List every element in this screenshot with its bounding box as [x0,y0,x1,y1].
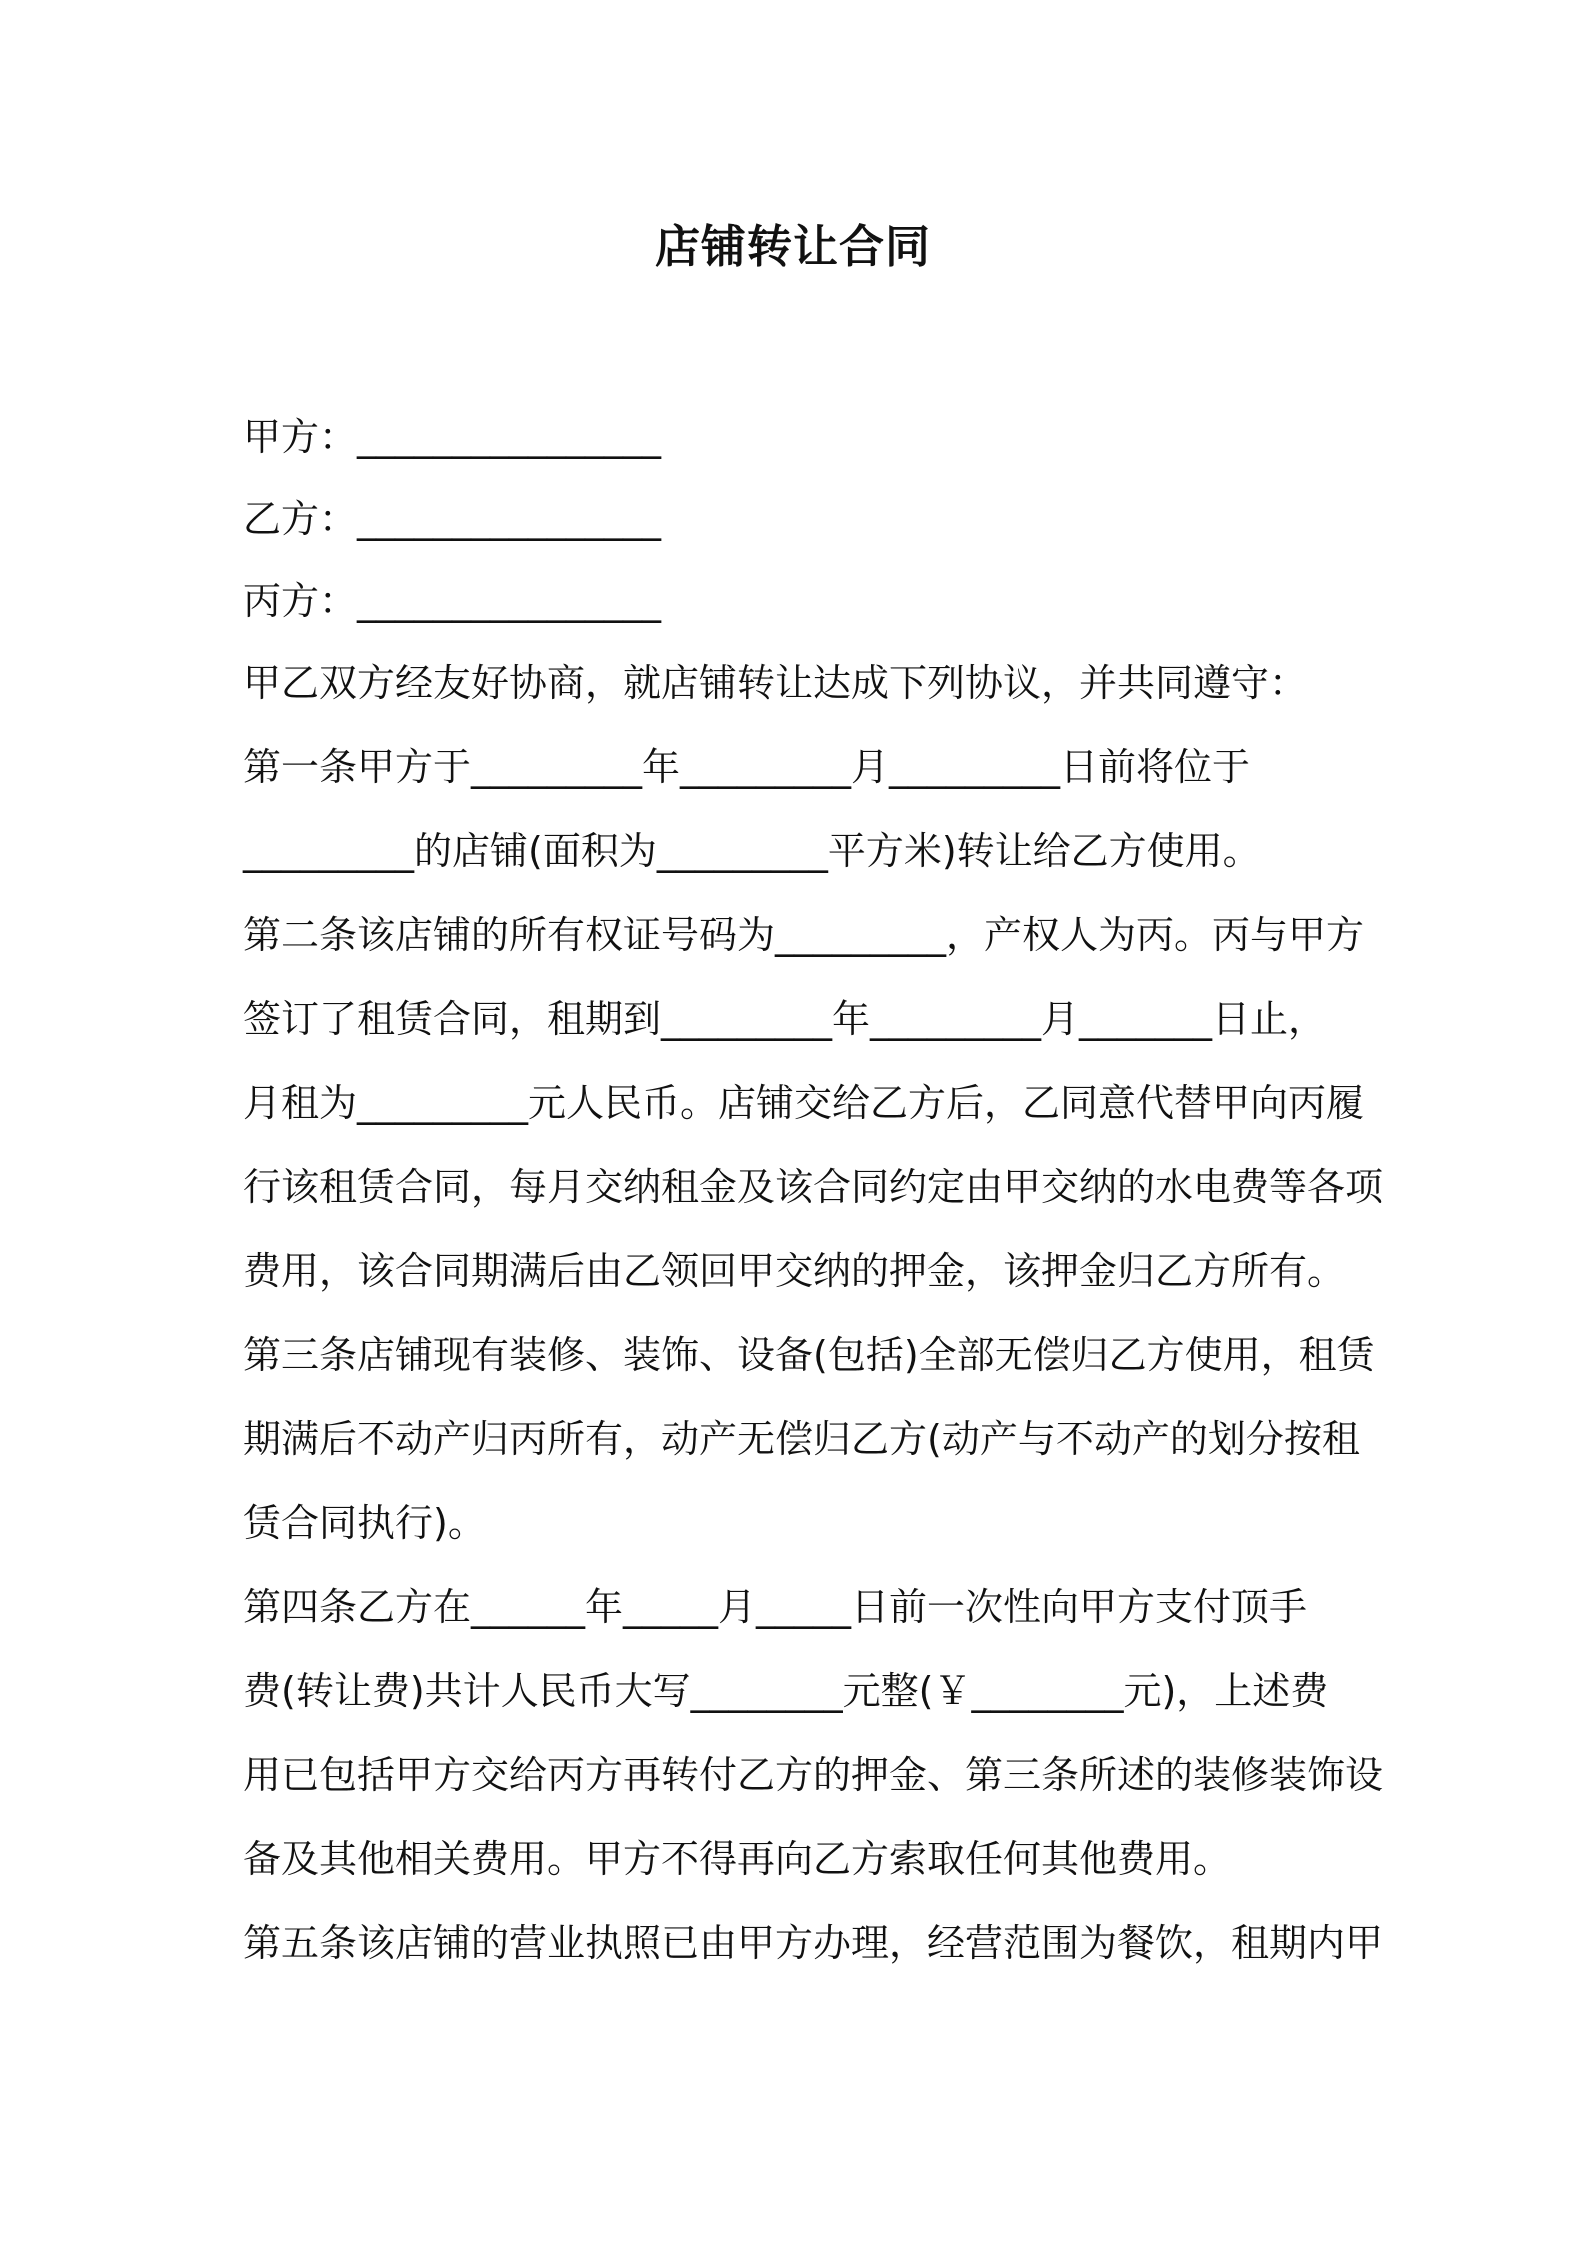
article-4-line-4: 备及其他相关费用。甲方不得再向乙方索取任何其他费用。 [243,1837,1232,1881]
article-2-line-1: 第二条该店铺的所有权证号码为_________，产权人为丙。丙与甲方 [243,913,1365,957]
article-4-line-2: 费(转让费)共计人民币大写________元整(￥________元)，上述费 [243,1669,1329,1713]
article-1-line-1: 第一条甲方于_________年_________月_________日前将位于 [243,745,1251,789]
document-body [243,407,1384,1997]
article-3-line-3: 赁合同执行)。 [243,1501,486,1545]
article-2-line-2: 签订了租赁合同，租期到_________年_________月_______日止， [243,997,1327,1041]
party-c-line: 丙方：________________ [243,579,662,623]
article-1-line-2: _________的店铺(面积为_________平方米)转让给乙方使用。 [243,829,1261,873]
article-3-line-1: 第三条店铺现有装修、装饰、设备(包括)全部无偿归乙方使用，租赁 [243,1333,1375,1377]
article-4-line-3: 用已包括甲方交给丙方再转付乙方的押金、第三条所述的装修装饰设 [243,1753,1384,1797]
article-3-line-2: 期满后不动产归丙所有，动产无偿归乙方(动产与不动产的划分按租 [243,1417,1360,1461]
intro-line: 甲乙双方经友好协商，就店铺转让达成下列协议，并共同遵守： [243,661,1308,705]
article-4-line-1: 第四条乙方在______年_____月_____日前一次性向甲方支付顶手 [243,1585,1308,1629]
article-2-line-5: 费用，该合同期满后由乙领回甲交纳的押金，该押金归乙方所有。 [243,1249,1346,1293]
party-a-line: 甲方：________________ [243,415,662,459]
article-2-line-3: 月租为_________元人民币。店铺交给乙方后，乙同意代替甲向丙履 [243,1081,1365,1125]
article-2-line-4: 行该租赁合同，每月交纳租金及该合同约定由甲交纳的水电费等各项 [243,1165,1384,1209]
party-b-line: 乙方：________________ [243,497,662,541]
article-5-line-1: 第五条该店铺的营业执照已由甲方办理，经营范围为餐饮，租期内甲 [243,1921,1384,1965]
document-title: 店铺转让合同 [654,220,931,273]
